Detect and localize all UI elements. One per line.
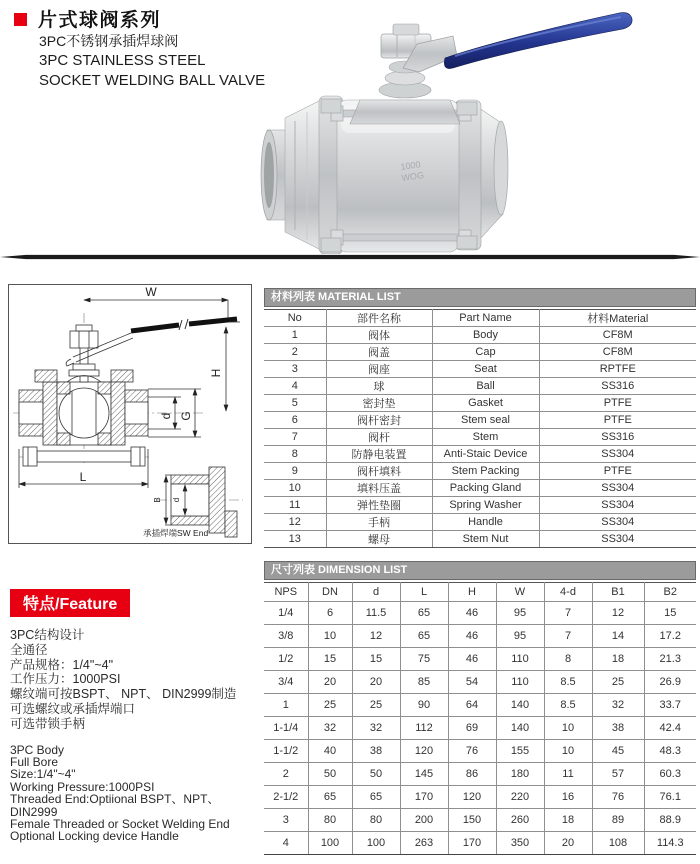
table-row — [264, 832, 696, 855]
table-cell: 86 — [448, 763, 496, 786]
table-cell: 65 — [352, 786, 400, 809]
table-cell: 17.2 — [644, 625, 696, 648]
table-cell: 10 — [308, 625, 352, 648]
table-cell: 8 — [264, 446, 326, 463]
red-square-bullet — [14, 13, 27, 26]
table-row — [264, 648, 696, 671]
table-cell: 65 — [400, 625, 448, 648]
table-cell: 32 — [352, 717, 400, 740]
table-cell: 170 — [448, 832, 496, 855]
table-cell: 15 — [352, 648, 400, 671]
table-cell: 15 — [308, 648, 352, 671]
table-cell: 38 — [592, 717, 644, 740]
table-cell: 18 — [544, 809, 592, 832]
feature-line-en: Full Bore — [10, 754, 59, 769]
feature-line-cn: 可选螺纹或承插焊端口 — [10, 701, 136, 716]
table-cell: SS304 — [539, 497, 696, 514]
table-cell: 4 — [264, 832, 308, 855]
body-marking-line2: WOG — [400, 169, 425, 183]
table-cell: CF8M — [539, 344, 696, 361]
table-cell: 40 — [308, 740, 352, 763]
table-cell: 42.4 — [644, 717, 696, 740]
dim-label-b: B — [153, 497, 162, 503]
table-cell: 120 — [448, 786, 496, 809]
feature-line-cn: 产品规格：1/4"~4" — [10, 657, 114, 672]
feature-line-cn: 可选带锁手柄 — [10, 716, 86, 731]
table-cell: 46 — [448, 648, 496, 671]
table-cell: Stem Nut — [432, 531, 539, 548]
table-cell: 95 — [496, 602, 544, 625]
table-cell: 11 — [264, 497, 326, 514]
valve-section-drawing — [9, 285, 249, 541]
table-cell: 100 — [352, 832, 400, 855]
table-cell: 1/2 — [264, 648, 308, 671]
feature-line-en: Threaded End:Optiional BSPT、NPT、DIN2999 — [10, 792, 220, 819]
table-cell: Spring Washer — [432, 497, 539, 514]
table-cell: SS316 — [539, 378, 696, 395]
table-cell: 3/4 — [264, 671, 308, 694]
valve-handle — [403, 13, 632, 72]
table-cell: 32 — [308, 717, 352, 740]
feature-line-en: Female Threaded or Socket Welding End — [10, 817, 230, 832]
table-cell: 89 — [592, 809, 644, 832]
table-row — [264, 625, 696, 648]
table-cell: 20 — [352, 671, 400, 694]
table-cell: 5 — [264, 395, 326, 412]
table-row — [264, 740, 696, 763]
table-cell: 12 — [264, 514, 326, 531]
table-cell: 64 — [448, 694, 496, 717]
table-cell: 8 — [544, 648, 592, 671]
table-cell: 65 — [308, 786, 352, 809]
table-cell: 手柄 — [326, 514, 432, 531]
table-row — [264, 412, 696, 429]
table-row — [264, 327, 696, 344]
table-cell: 65 — [400, 602, 448, 625]
table-cell: 2 — [264, 763, 308, 786]
table-cell: 3 — [264, 361, 326, 378]
material-list-section — [264, 288, 696, 548]
body-marking-line1: 1000 — [399, 159, 422, 172]
table-cell: SS304 — [539, 446, 696, 463]
table-cell: SS304 — [539, 480, 696, 497]
column-header: W — [496, 583, 544, 602]
table-cell: 2-1/2 — [264, 786, 308, 809]
table-cell: 10 — [544, 717, 592, 740]
table-cell: Gasket — [432, 395, 539, 412]
table-row — [264, 514, 696, 531]
table-cell: 45 — [592, 740, 644, 763]
dim-label-h: H — [209, 368, 223, 378]
table-cell: 1-1/2 — [264, 740, 308, 763]
table-cell: 阀体 — [326, 327, 432, 344]
table-cell: Handle — [432, 514, 539, 531]
table-cell: 220 — [496, 786, 544, 809]
table-cell: 防静电装置 — [326, 446, 432, 463]
table-cell: 50 — [352, 763, 400, 786]
table-row — [264, 602, 696, 625]
column-header: DN — [308, 583, 352, 602]
feature-line-cn: 全通径 — [10, 642, 48, 657]
table-row — [264, 378, 696, 395]
table-cell: 112 — [400, 717, 448, 740]
table-row — [264, 463, 696, 480]
table-cell: 18 — [592, 648, 644, 671]
table-cell: 7 — [264, 429, 326, 446]
table-cell: 螺母 — [326, 531, 432, 548]
table-row — [264, 786, 696, 809]
table-cell: 3 — [264, 809, 308, 832]
table-cell: 13 — [264, 531, 326, 548]
table-header-row — [264, 310, 696, 327]
table-row — [264, 497, 696, 514]
table-row — [264, 480, 696, 497]
column-header: NPS — [264, 583, 308, 602]
table-cell: 60.3 — [644, 763, 696, 786]
table-cell: 120 — [400, 740, 448, 763]
table-cell: SS304 — [539, 514, 696, 531]
feature-section — [10, 589, 260, 843]
table-cell: Stem seal — [432, 412, 539, 429]
dim-label-w: W — [145, 285, 157, 299]
table-cell: PTFE — [539, 412, 696, 429]
table-cell: 12 — [352, 625, 400, 648]
table-cell: 8.5 — [544, 694, 592, 717]
feature-line-en: 3PC Body — [10, 742, 65, 757]
table-cell: 25 — [592, 671, 644, 694]
table-cell: 7 — [544, 602, 592, 625]
table-row — [264, 531, 696, 548]
table-cell: 阀盖 — [326, 344, 432, 361]
table-cell: PTFE — [539, 463, 696, 480]
table-cell: 6 — [264, 412, 326, 429]
column-header: d — [352, 583, 400, 602]
table-cell: 80 — [352, 809, 400, 832]
material-list-table — [264, 309, 696, 548]
table-header-row — [264, 583, 696, 602]
feature-line-cn: 3PC结构设计 — [10, 628, 85, 642]
table-cell: 10 — [264, 480, 326, 497]
feature-lines-en — [10, 744, 260, 843]
table-cell: Anti-Staic Device — [432, 446, 539, 463]
table-cell: 8.5 — [544, 671, 592, 694]
table-cell: 140 — [496, 717, 544, 740]
table-cell: 11.5 — [352, 602, 400, 625]
feature-line-en: Working Pressure:1000PSI — [10, 779, 155, 794]
column-header: L — [400, 583, 448, 602]
table-cell: 140 — [496, 694, 544, 717]
table-cell: 200 — [400, 809, 448, 832]
feature-line-en: Optional Locking device Handle — [10, 829, 179, 844]
column-header: 部件名称 — [326, 310, 432, 327]
table-cell: 46 — [448, 625, 496, 648]
table-cell: 3/8 — [264, 625, 308, 648]
table-row — [264, 446, 696, 463]
table-cell: Packing Gland — [432, 480, 539, 497]
table-cell: 20 — [308, 671, 352, 694]
table-cell: 25 — [352, 694, 400, 717]
table-cell: Ball — [432, 378, 539, 395]
table-cell: Seat — [432, 361, 539, 378]
table-cell: PTFE — [539, 395, 696, 412]
table-cell: 1 — [264, 327, 326, 344]
valve-right-end — [479, 108, 508, 240]
table-cell: Stem Packing — [432, 463, 539, 480]
table-cell: Stem — [432, 429, 539, 446]
table-cell: 阀杆 — [326, 429, 432, 446]
table-cell: 10 — [544, 740, 592, 763]
dim-label-d-detail: d — [172, 497, 181, 503]
table-cell: 75 — [400, 648, 448, 671]
feature-line-cn: 螺纹端可按BSPT、 NPT、 DIN2999制造 — [10, 687, 237, 702]
table-cell: 密封垫 — [326, 395, 432, 412]
table-cell: 12 — [592, 602, 644, 625]
table-row — [264, 809, 696, 832]
table-cell: 114.3 — [644, 832, 696, 855]
table-cell: 14 — [592, 625, 644, 648]
table-cell: 33.7 — [644, 694, 696, 717]
material-list-title: 材料列表 MATERIAL LIST — [264, 288, 696, 307]
table-cell: CF8M — [539, 327, 696, 344]
table-row — [264, 361, 696, 378]
table-row — [264, 694, 696, 717]
table-cell: 1-1/4 — [264, 717, 308, 740]
column-header: B1 — [592, 583, 644, 602]
table-cell: 11 — [544, 763, 592, 786]
table-cell: 260 — [496, 809, 544, 832]
table-cell: SS304 — [539, 531, 696, 548]
table-cell: 9 — [264, 463, 326, 480]
table-cell: 48.3 — [644, 740, 696, 763]
table-row — [264, 717, 696, 740]
column-header: 材料Material — [539, 310, 696, 327]
dim-label-d: d — [159, 412, 173, 420]
valve-photo — [255, 0, 700, 254]
table-cell: 6 — [308, 602, 352, 625]
table-row — [264, 429, 696, 446]
table-cell: 69 — [448, 717, 496, 740]
table-cell: 57 — [592, 763, 644, 786]
table-cell: 90 — [400, 694, 448, 717]
table-cell: 阀杆填料 — [326, 463, 432, 480]
table-cell: 108 — [592, 832, 644, 855]
technical-drawing-box — [8, 284, 252, 544]
dimension-list-table — [264, 582, 696, 855]
table-cell: 76 — [592, 786, 644, 809]
table-cell: 80 — [308, 809, 352, 832]
feature-line-cn: 工作压力：1000PSI — [10, 672, 121, 687]
table-row — [264, 344, 696, 361]
column-header: B2 — [644, 583, 696, 602]
section-divider — [0, 254, 700, 260]
table-cell: 1 — [264, 694, 308, 717]
table-cell: 110 — [496, 648, 544, 671]
table-cell: 170 — [400, 786, 448, 809]
table-cell: 54 — [448, 671, 496, 694]
product-subtitle-cn: 3PC不锈钢承插焊球阀 — [39, 33, 179, 49]
table-cell: 阀杆密封 — [326, 412, 432, 429]
table-cell: 95 — [496, 625, 544, 648]
table-cell: 88.9 — [644, 809, 696, 832]
table-cell: 1/4 — [264, 602, 308, 625]
table-cell: 150 — [448, 809, 496, 832]
table-row — [264, 763, 696, 786]
product-subtitle-en1: 3PC STAINLESS STEEL — [39, 52, 206, 69]
table-cell: 85 — [400, 671, 448, 694]
table-cell: 填料压盖 — [326, 480, 432, 497]
feature-lines-cn — [10, 628, 260, 732]
dimension-list-title: 尺寸列表 DIMENSION LIST — [264, 561, 696, 580]
table-cell: 阀座 — [326, 361, 432, 378]
table-row — [264, 671, 696, 694]
column-header: Part Name — [432, 310, 539, 327]
table-row — [264, 395, 696, 412]
column-header: 4-d — [544, 583, 592, 602]
feature-banner: 特点/Feature — [10, 589, 130, 617]
table-cell: 32 — [592, 694, 644, 717]
series-title: 片式球阀系列 — [38, 10, 162, 31]
dim-label-l: L — [79, 470, 87, 484]
table-cell: 弹性垫圈 — [326, 497, 432, 514]
table-cell: 球 — [326, 378, 432, 395]
table-cell: 145 — [400, 763, 448, 786]
table-cell: RPTFE — [539, 361, 696, 378]
table-cell: 76 — [448, 740, 496, 763]
valve-left-socket-end — [261, 100, 321, 250]
table-cell: 16 — [544, 786, 592, 809]
table-cell: 2 — [264, 344, 326, 361]
table-cell: SS316 — [539, 429, 696, 446]
column-header: No — [264, 310, 326, 327]
sw-end-label: 承插焊端SW End — [143, 528, 209, 538]
table-cell: 110 — [496, 671, 544, 694]
feature-line-en: Size:1/4"~4" — [10, 767, 76, 782]
dim-label-g: G — [179, 411, 193, 421]
table-cell: 15 — [644, 602, 696, 625]
table-cell: 76.1 — [644, 786, 696, 809]
table-cell: 46 — [448, 602, 496, 625]
dimension-list-section — [264, 561, 696, 855]
column-header: H — [448, 583, 496, 602]
table-cell: 50 — [308, 763, 352, 786]
table-cell: Body — [432, 327, 539, 344]
product-subtitle-en2: SOCKET WELDING BALL VALVE — [39, 72, 266, 89]
table-cell: Cap — [432, 344, 539, 361]
table-cell: 263 — [400, 832, 448, 855]
table-cell: 21.3 — [644, 648, 696, 671]
table-cell: 26.9 — [644, 671, 696, 694]
table-cell: 38 — [352, 740, 400, 763]
table-cell: 20 — [544, 832, 592, 855]
table-cell: 100 — [308, 832, 352, 855]
table-cell: 4 — [264, 378, 326, 395]
table-cell: 7 — [544, 625, 592, 648]
table-cell: 25 — [308, 694, 352, 717]
table-cell: 180 — [496, 763, 544, 786]
table-cell: 155 — [496, 740, 544, 763]
table-cell: 350 — [496, 832, 544, 855]
